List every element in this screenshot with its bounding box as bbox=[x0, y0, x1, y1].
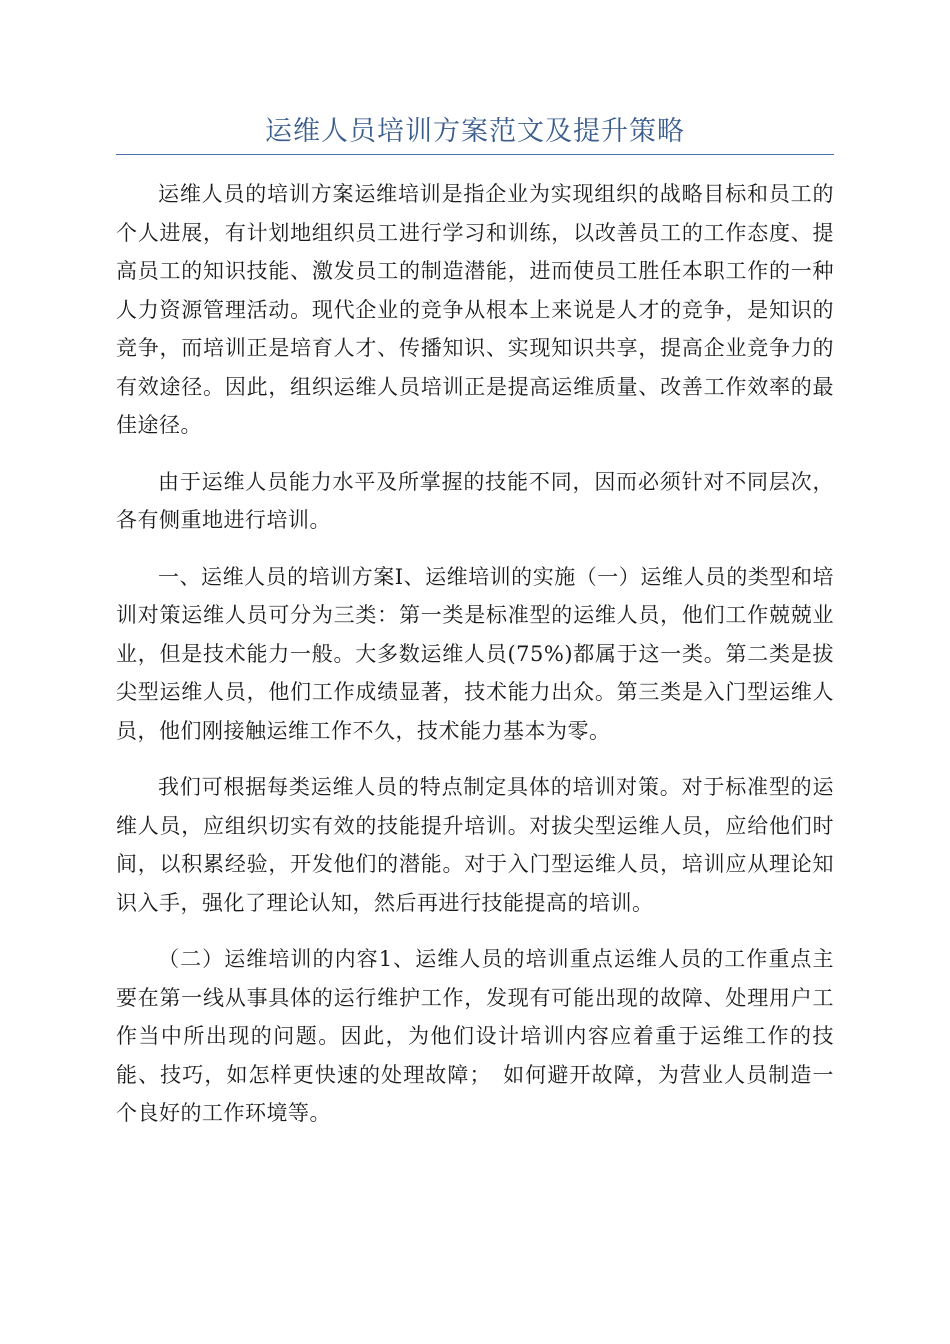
paragraph-intro: 运维人员的培训方案运维培训是指企业为实现组织的战略目标和员工的个人进展，有计划地组织员工进行学习和训练，以改善员工的工作态度、提高员工的知识技能、激发员工的制造潜能，进而使员工胜任本职工作的一种人力资源管理活动。现代企业的竞争从根本上来说是人才的竞争，是知识的竞争，而培训正是培育人才、传播知识、实现知识共享，提高企业竞争力的有效途径。因此，组织运维人员培训正是提高运维质量、改善工作效率的最佳途径。 bbox=[116, 182, 834, 437]
paragraph-levels: 由于运维人员能力水平及所掌握的技能不同，因而必须针对不同层次，各有侧重地进行培训。 bbox=[116, 469, 834, 532]
document-page bbox=[116, 112, 834, 1151]
paragraph-strategies: 我们可根据每类运维人员的特点制定具体的培训对策。对于标准型的运维人员，应组织切实有效的技能提升培训。对拔尖型运维人员，应给他们时间，以积累经验，开发他们的潜能。对于入门型运维人员，培训应从理论知识入手，强化了理论认知，然后再进行技能提高的培训。 bbox=[116, 775, 834, 915]
document-title: 运维人员培训方案范文及提升策略 bbox=[265, 116, 685, 147]
title-underline bbox=[116, 154, 834, 155]
paragraph-content: （二）运维培训的内容1、运维人员的培训重点运维人员的工作重点主要在第一线从事具体的运行维护工作，发现有可能出现的故障、处理用户工作当中所出现的问题。因此，为他们设计培训内容应着重于运维工作的技能、技巧，如怎样更快速的处理故障； 如何避开故障，为营业人员制造一个良好的工作环境等。 bbox=[116, 947, 834, 1125]
paragraph-types: 一、运维人员的培训方案Ⅰ、运维培训的实施（一）运维人员的类型和培训对策运维人员可分为三类：第一类是标准型的运维人员，他们工作兢兢业业，但是技术能力一般。大多数运维人员(75%)都属于这一类。第二类是拔尖型运维人员，他们工作成绩显著，技术能力出众。第三类是入门型运维人员，他们刚接触运维工作不久，技术能力基本为零。 bbox=[116, 564, 834, 743]
